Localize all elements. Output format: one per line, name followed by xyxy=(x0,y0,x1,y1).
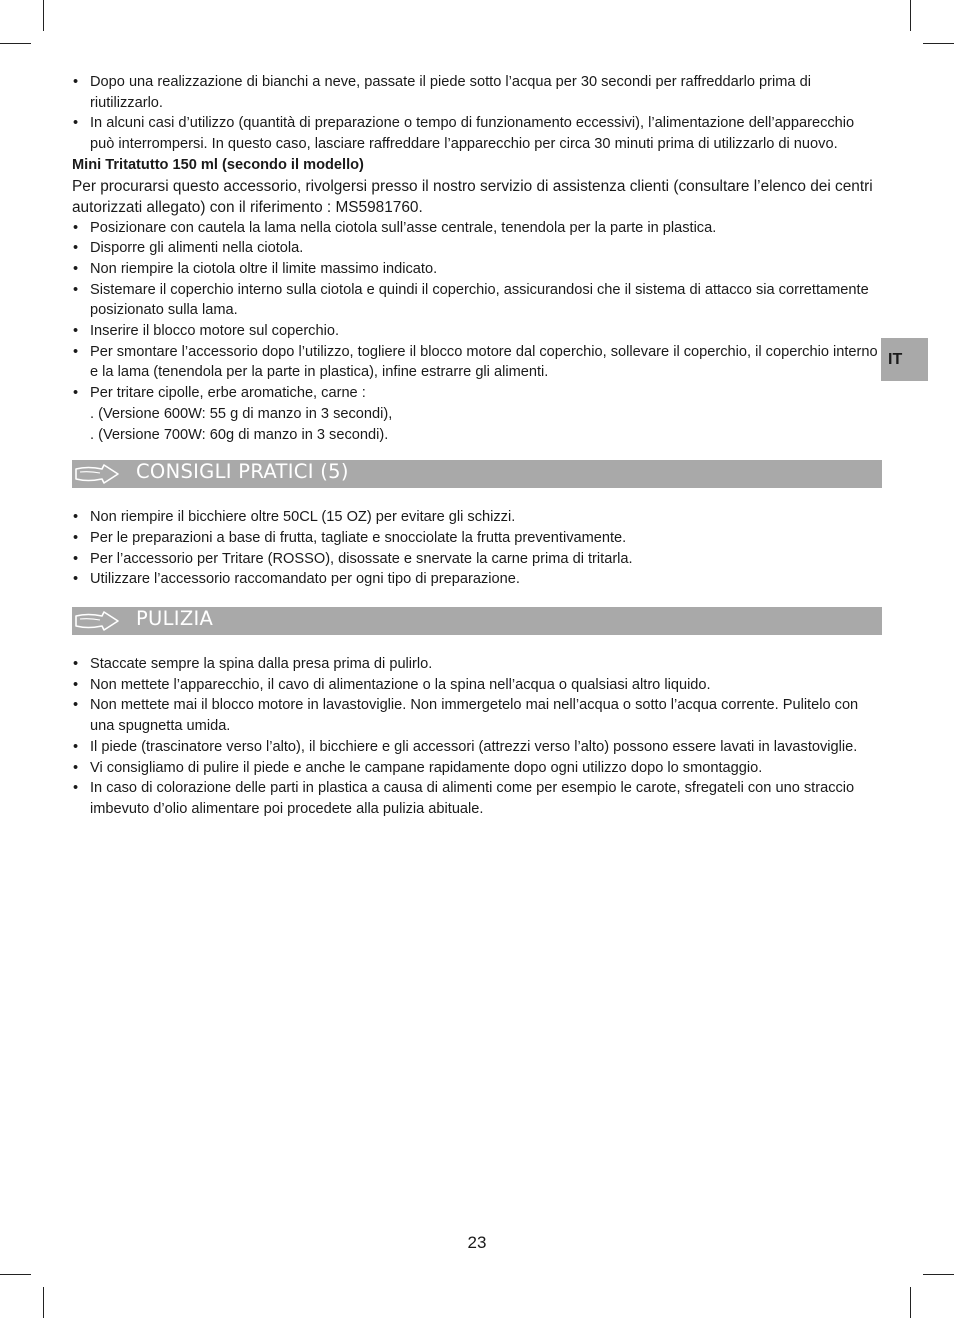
list-item: • Vi consigliamo di pulire il piede e anche le campane rapidamente dopo ogni utilizzo dopo lo smontaggio. xyxy=(72,758,882,779)
list-item: • Per l’accessorio per Tritare (ROSSO), disossate e snervate la carne prima di tritarla. xyxy=(72,549,882,570)
list-item: • In alcuni casi d’utilizzo (quantità di preparazione o tempo di funzionamento eccessivi), l’alimentazione dell’apparecchio può interrompersi. In questo caso, lasciare raffreddare l’apparecchio per circa 30 minuti prima di utilizzarlo di nuovo. xyxy=(72,113,882,154)
list-item: • Non riempire il bicchiere oltre 50CL (15 OZ) per evitare gli schizzi. xyxy=(72,507,882,528)
list-item: • Posizionare con cautela la lama nella ciotola sull’asse centrale, tenendola per la parte in plastica. xyxy=(72,218,882,239)
section-title: CONSIGLI PRATICI (5) xyxy=(136,460,349,484)
list-item: • Non mettete l’apparecchio, il cavo di alimentazione o la spina nell’acqua o qualsiasi altro liquido. xyxy=(72,675,882,696)
sub-item: . (Versione 600W: 55 g di manzo in 3 secondi), xyxy=(90,405,393,422)
mini-tritatutto-paragraph: Per procurarsi questo accessorio, rivolgersi presso il nostro servizio di assistenza clienti (consultare l’elenco dei centri autorizzati allegato) con il riferimento : MS5981760. xyxy=(72,177,873,216)
language-tab xyxy=(881,338,928,381)
page-number: 23 xyxy=(467,1233,487,1252)
language-tab-label: IT xyxy=(888,351,903,368)
sub-item: . (Versione 700W: 60g di manzo in 3 secondi). xyxy=(90,426,389,443)
page-content xyxy=(72,72,882,820)
list-item: • Disporre gli alimenti nella ciotola. xyxy=(72,238,882,259)
list-item: • Staccate sempre la spina dalla presa prima di pulirlo. xyxy=(72,654,882,675)
list-item: • Per tritare cipolle, erbe aromatiche, carne : xyxy=(72,383,882,404)
crop-mark-bottom-left-v xyxy=(43,1287,44,1318)
crop-mark-bottom-right-v xyxy=(910,1287,911,1318)
section-header-pulizia xyxy=(72,607,882,635)
list-item: • Inserire il blocco motore sul coperchio. xyxy=(72,321,882,342)
crop-mark-bottom-right-h xyxy=(923,1274,954,1275)
list-item: • Il piede (trascinatore verso l’alto), il bicchiere e gli accessori (attrezzi verso l’alto) possono essere lavati in lavastoviglie. xyxy=(72,737,882,758)
list-item: • Sistemare il coperchio interno sulla ciotola e quindi il coperchio, assicurandosi che il sistema di attacco sia correttamente posizionato sulla lama. xyxy=(72,280,882,321)
section-header-consigli xyxy=(72,460,882,488)
crop-mark-top-left-v xyxy=(43,0,44,31)
hand-arrow-icon xyxy=(74,610,120,632)
list-item: • Utilizzare l’accessorio raccomandato per ogni tipo di preparazione. xyxy=(72,569,882,590)
pulizia-list xyxy=(72,654,882,820)
list-item: • Non mettete mai il blocco motore in lavastoviglie. Non immergetelo mai nell’acqua o sotto l’acqua corrente. Pulitelo con una spugnetta umida. xyxy=(72,695,882,736)
list-item: • Per le preparazioni a base di frutta, tagliate e snocciolate la frutta preventivamente. xyxy=(72,528,882,549)
mini-tritatutto-title: Mini Tritatutto 150 ml (secondo il modello) xyxy=(72,156,364,173)
list-item: • Non riempire la ciotola oltre il limite massimo indicato. xyxy=(72,259,882,280)
intro-list xyxy=(72,72,882,155)
list-item: • Per smontare l’accessorio dopo l’utilizzo, togliere il blocco motore dal coperchio, sollevare il coperchio, il coperchio interno e la lama (tenendola per la parte in plastica), infine estrarre gli alimenti. xyxy=(72,342,882,383)
crop-mark-top-right-v xyxy=(910,0,911,31)
crop-mark-top-right-h xyxy=(923,43,954,44)
list-item: • Dopo una realizzazione di bianchi a neve, passate il piede sotto l’acqua per 30 secondi per raffreddarlo prima di riutilizzarlo. xyxy=(72,72,882,113)
crop-mark-top-left-h xyxy=(0,43,31,44)
mini-tritatutto-list xyxy=(72,218,882,404)
consigli-list xyxy=(72,507,882,590)
section-title: PULIZIA xyxy=(136,607,214,631)
list-item: • In caso di colorazione delle parti in plastica a causa di alimenti come per esempio le carote, sfregateli con uno straccio imbevuto d’olio alimentare poi procedete alla pulizia abituale. xyxy=(72,778,882,819)
crop-mark-bottom-left-h xyxy=(0,1274,31,1275)
hand-arrow-icon xyxy=(74,463,120,485)
